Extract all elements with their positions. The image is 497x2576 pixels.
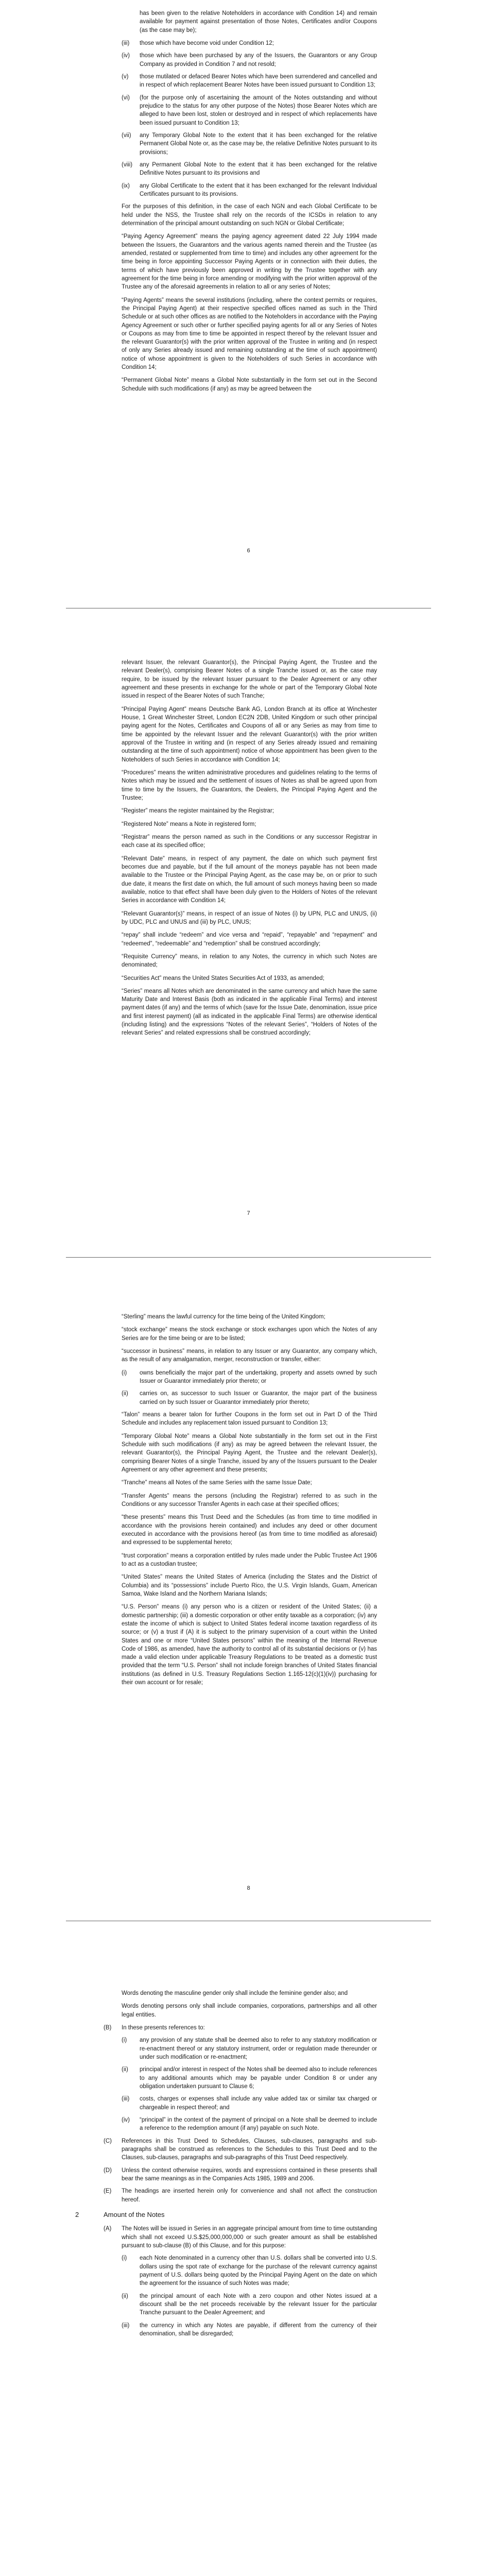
paragraph: “Paying Agency Agreement” means the paying agency agreement dated 22 July 1994 made between the Issuers, the Guarantors and the various agents named therein and the Trustee (as amended, restated or supplemented from time to time) and includes any other agreement for the time being in force appointing Successor Paying Agents or in connection with their duties, the terms of which have previously been approved in writing by the Trustee together with any agreement for the time being in force amending or modifying with the prior written approval of the Trustee any of the aforesaid agreements in relation to all or any series of Notes; <box>122 233 377 291</box>
paragraph: “Principal Paying Agent” means Deutsche Bank AG, London Branch at its office at Winchester House, 1 Great Winchester Street, London EC2N 2DB, United Kingdom or such other principal paying agent for the Notes, Certificates and Coupons of all or any Series as may from time to time be appointed by the relevant Issuer and the relevant Guarantor(s) with the prior written approval of the Trustee in writing and (in respect of any Series already issued and remaining outstanding at the time of such appointment) notice of whose appointment has been given to the Noteholders of such Series in accordance with Condition 14; <box>122 706 377 763</box>
page-8-content <box>122 1313 377 1691</box>
page-number: 7 <box>247 1210 250 1216</box>
item-label: (iv) <box>122 2116 130 2123</box>
paragraph: has been given to the relative Noteholders in accordance with Condition 14) and remain available for payment against presentation of those Notes, Certificates and/or Coupons (as the case may be); <box>140 10 377 33</box>
item-text: carries on, as successor to such Issuer or Guarantor, the major part of the business carried on by such Issuer or Guarantor immediately prior thereto; <box>140 1391 377 1405</box>
item-text: any Temporary Global Note to the extent that it has been exchanged for the relative Permanent Global Note or, as the case may be, the relative Definitive Notes pursuant to its provisions; <box>140 132 377 156</box>
item-label: (v) <box>122 73 129 80</box>
paragraph: “Permanent Global Note” means a Global Note substantially in the form set out in the Second Schedule with such modifications (if any) as may be agreed between the <box>122 377 377 392</box>
item-label: (A) <box>104 2226 112 2232</box>
paragraph: For the purposes of this definition, in the case of each NGN and each Global Certificate to be held under the NSS, the Trustee shall rely on the records of the ICSDs in relation to any determination of the principal amount outstanding on such NGN or Global Certificate; <box>122 204 377 227</box>
item-text: References in this Trust Deed to Schedules, Clauses, sub-clauses, paragraphs and sub-paragraphs shall be construed as references to the Schedules to this Trust Deed and to the Clauses, sub-clauses, paragraphs and sub-paragraphs of this Trust Deed respectively. <box>122 2138 377 2161</box>
item-label: (viii) <box>122 161 133 168</box>
item-text: “principal” in the context of the payment of principal on a Note shall be deemed to include a reference to the redemption amount (if any) payable on such Note. <box>140 2116 377 2132</box>
list-item <box>122 2254 377 2287</box>
item-text: those which have become void under Condition 12; <box>140 40 274 46</box>
paragraph: “Register” means the register maintained by the Registrar; <box>122 808 274 815</box>
section-title: Amount of the Notes <box>104 2210 165 2218</box>
paragraph: “stock exchange” means the stock exchange or stock exchanges upon which the Notes of any Series are for the time being or are to be listed; <box>122 1327 377 1342</box>
paragraph: “Registrar” means the person named as such in the Conditions or any successor Registrar in each case at its specified office; <box>122 834 377 849</box>
item-label: (iii) <box>122 40 130 46</box>
page-9-content <box>75 1989 377 2342</box>
item-label: (C) <box>104 2138 112 2144</box>
item-text: those mutilated or defaced Bearer Notes which have been surrendered and cancelled and in respect of which replacement Bearer Notes have been issued pursuant to Condition 13; <box>140 73 377 89</box>
item-text: the currency in which any Notes are payable, if different from the currency of their denomination, shall be disregarded; <box>140 2322 377 2337</box>
paragraph: “Relevant Date” means, in respect of any payment, the date on which such payment first becomes due and payable, but if the full amount of the moneys payable has not been made available to the Trustee or the Principal Paying Agent, as the case may be, on or prior to such due date, it means the first date on which, the full amount of such moneys having been so made available, notice to that effect shall have been duly given to the Holders of Notes of the relevant Series in accordance with Condition 14; <box>122 855 377 904</box>
page-6-content <box>122 9 377 398</box>
item-text: The headings are inserted herein only for convenience and shall not affect the construction hereof. <box>122 2188 377 2203</box>
list-item <box>122 2321 377 2338</box>
item-text: owns beneficially the major part of the undertaking, property and assets owned by such Issuer or Guarantor immediately prior thereto; or <box>140 1369 377 1384</box>
list-item <box>122 94 377 127</box>
item-text: any Permanent Global Note to the extent that it has been exchanged for the relative Definitive Notes pursuant to its provisions and <box>140 161 377 177</box>
list-item <box>122 2116 377 2133</box>
paragraph: “Tranche” means all Notes of the same Series with the same Issue Date; <box>122 1480 312 1486</box>
item-text: In these presents references to: <box>122 2024 205 2031</box>
paragraph: “Relevant Guarantor(s)” means, in respect of an issue of Notes (i) by UPN, PLC and UNUS, (ii) by UDC, PLC and UNUS and (iii) by PLC, UNUS; <box>122 910 377 925</box>
list-item <box>122 52 377 69</box>
paragraph: “Procedures” means the written administrative procedures and guidelines relating to the terms of Notes which may be issued and the settlement of issues of Notes as shall be agreed upon from time to time by the Issuers, the Guarantors, the Dealers, the Principal Paying Agent and the Trustee; <box>122 769 377 801</box>
paragraph: relevant Issuer, the relevant Guarantor(s), the Principal Paying Agent, the Trustee and the relevant Dealer(s), comprising Bearer Notes of a single Tranche issued or, as the case may require, to be issued by the relevant Issuer pursuant to the Dealer Agreement or any other agreement and these presents in exchange for the whole or part of the Temporary Global Note issued in respect of the Bearer Notes of such Tranche; <box>122 659 377 700</box>
page-number: 6 <box>247 548 250 554</box>
paragraph: “Sterling” means the lawful currency for the time being of the United Kingdom; <box>122 1314 325 1320</box>
list-item <box>122 131 377 157</box>
list-item <box>122 2036 377 2061</box>
page-number: 8 <box>247 1885 250 1891</box>
section-heading <box>75 2210 377 2219</box>
paragraph: “successor in business” means, in relation to any Issuer or any Guarantor, any company which, as the result of any amalgamation, merger, reconstruction or transfer, either: <box>122 1348 377 1363</box>
list-item <box>122 2065 377 2091</box>
paragraph: “Requisite Currency” means, in relation to any Notes, the currency in which such Notes are denominated; <box>122 953 377 969</box>
item-label: (vi) <box>122 94 130 101</box>
paragraph: “Series” means all Notes which are denominated in the same currency and which have the same Maturity Date and Interest Basis (both as indicated in the applicable Final Terms) and interest payment dates (if any) and the terms of which (save for the Issue Date, denomination, issue price and first interest payment) (all as indicated in the applicable Final Terms) are otherwise identical (including listing) and the expressions “Notes of the relevant Series”, “Holders of Notes of the relevant Series” and related expressions shall be construed accordingly; <box>122 988 377 1037</box>
item-label: (i) <box>122 1369 127 1376</box>
page-7-content <box>122 658 377 1042</box>
paragraph: “Temporary Global Note” means a Global Note substantially in the form set out in the First Schedule with such modifications (if any) as may be agreed between the relevant Issuer, the relevant Guarantor(s), the Principal Paying Agent, the Trustee and the relevant Dealer(s), comprising Bearer Notes of a single Tranche, issued by any of the Issuers pursuant to the Dealer Agreement or any other agreement and these presents; <box>122 1433 377 1473</box>
list-item <box>104 2137 377 2162</box>
item-text: Unless the context otherwise requires, words and expressions contained in these presents shall bear the same meanings as in the Companies Acts 1985, 1989 and 2006. <box>122 2167 377 2182</box>
paragraph: Words denoting persons only shall include companies, corporations, partnerships and all other legal entities. <box>122 2003 377 2018</box>
item-label: (iii) <box>122 2322 130 2329</box>
paragraph: “Registered Note” means a Note in registered form; <box>122 821 256 827</box>
clause-b <box>104 2024 377 2032</box>
list-item <box>122 161 377 178</box>
page-divider <box>66 1257 431 1258</box>
paragraph: “these presents” means this Trust Deed and the Schedules (as from time to time modified in accordance with the provisions herein contained) and includes any deed or other document executed in accordance with the provisions hereof (as from time to time modified as aforesaid) and expressed to be supplemental hereto; <box>122 1514 377 1546</box>
item-label: (i) <box>122 2037 127 2044</box>
paragraph: “repay” shall include “redeem” and vice versa and “repaid”, “repayable” and “repayment” and “redeemed”, “redeemable” and “redemption” shall be construed accordingly; <box>122 932 377 947</box>
paragraph: “U.S. Person” means (i) any person who is a citizen or resident of the United States; (ii) a domestic partnership; (iii) a domestic corporation or other entity taxable as a corporation; (iv) any estate the income of which is subject to United States federal income taxation regardless of its source; or (v) a trust if (A) it is subject to the primary supervision of a court within the United States and one or more “United States persons” within the meaning of the Internal Revenue Code of 1986, as amended, have the authority to control all of its substantial decisions or (v) has made a valid election under applicable Treasury Regulations to be treated as a domestic trust provided that the term “U.S. Person” shall not include foreign branches of United States financial institutions (as defined in U.S. Treasury Regulations Section 1.165-12(c)(1)(iv)) purchasing for their own account or for resale; <box>122 1604 377 1686</box>
item-label: (iv) <box>122 53 130 59</box>
list-item <box>122 73 377 90</box>
list-item <box>122 1369 377 1386</box>
item-label: (iii) <box>122 2096 130 2103</box>
clause-a <box>104 2225 377 2250</box>
item-label: (ii) <box>122 1391 128 1397</box>
item-text: The Notes will be issued in Series in an aggregate principal amount from time to time outstanding which shall not exceed U.S.$25,000,000,000 or such greater amount as shall be established pursuant to sub-clause (B) of this Clause, and for this purpose: <box>122 2226 377 2249</box>
list-item <box>122 182 377 199</box>
list-item <box>122 2095 377 2112</box>
item-label: (E) <box>104 2188 112 2195</box>
item-label: (D) <box>104 2167 112 2174</box>
item-text: each Note denominated in a currency other than U.S. dollars shall be converted into U.S. dollars using the spot rate of exchange for the purchase of the relevant currency against payment of U.S. dollars being quoted by the Principal Paying Agent on the date on which the agreement for the issuance of such Notes was made; <box>140 2255 377 2287</box>
paragraph: “United States” means the United States of America (including the States and the District of Columbia) and its “possessions” include Puerto Rico, the U.S. Virgin Islands, Guam, American Samoa, Wake Island and the Northern Mariana Islands; <box>122 1574 377 1597</box>
item-text: costs, charges or expenses shall include any value added tax or similar tax charged or chargeable in respect thereof; and <box>140 2096 377 2111</box>
item-text: any Global Certificate to the extent that it has been exchanged for the relevant Individual Certificates pursuant to its provisions. <box>140 182 377 197</box>
item-label: (ii) <box>122 2293 128 2299</box>
item-text: any provision of any statute shall be deemed also to refer to any statutory modification or re-enactment thereof or any statutory instrument, order or regulation made thereunder or under such modification or re-enactment; <box>140 2037 377 2060</box>
item-label: (i) <box>122 2255 127 2262</box>
paragraph: “Transfer Agents” means the persons (including the Registrar) referred to as such in the Conditions or any successor Transfer Agents in each case at their specified offices; <box>122 1493 377 1507</box>
item-label: (ix) <box>122 182 130 189</box>
item-text: (for the purpose only of ascertaining the amount of the Notes outstanding and without prejudice to the status for any other purpose of the Notes) those Bearer Notes which are alleged to have been lost, stolen or destroyed and in respect of which replacements have been issued pursuant to Condition 13; <box>140 94 377 126</box>
item-label: (vii) <box>122 132 131 139</box>
section-number: 2 <box>75 2210 79 2218</box>
item-label: (B) <box>104 2024 112 2031</box>
list-item <box>122 2292 377 2317</box>
list-item <box>122 39 377 47</box>
paragraph: “Talon” means a bearer talon for further Coupons in the form set out in Part D of the Third Schedule and includes any replacement talon issued pursuant to Condition 13; <box>122 1411 377 1427</box>
paragraph: Words denoting the masculine gender only shall include the feminine gender also; and <box>122 1990 348 1996</box>
paragraph: “Paying Agents” means the several institutions (including, where the context permits or requires, the Principal Paying Agent) at their respective specified offices named as such in the Third Schedule or at such other offices as are notified to the Noteholders in accordance with the Paying Agency Agreement or such other or further specified paying agents for all or any Series of Notes or Coupons as may from time to time be appointed in respect thereof by the relevant Issuer and the relevant Guarantor(s) with the prior written approval of the Trustee in writing and (in respect of only any Series already issued and remaining outstanding at the time of such appointment) notice of whose appointment is given to the Noteholders of such Series in accordance with Condition 14; <box>122 297 377 371</box>
list-item <box>104 2187 377 2204</box>
list-item <box>122 1389 377 1406</box>
item-text: principal and/or interest in respect of the Notes shall be deemed also to include references to any additional amounts which may be payable under Condition 8 or under any obligation undertaken pursuant to Clause 6; <box>140 2066 377 2090</box>
item-text: the principal amount of each Note with a zero coupon and other Notes issued at a discount shall be the net proceeds receivable by the relevant Issuer for the particular Tranche pursuant to the Dealer Agreement; and <box>140 2293 377 2316</box>
item-text: those which have been purchased by any of the Issuers, the Guarantors or any Group Company as provided in Condition 7 and not resold; <box>140 53 377 67</box>
list-item <box>104 2166 377 2183</box>
paragraph: “Securities Act” means the United States Securities Act of 1933, as amended; <box>122 975 324 981</box>
item-label: (ii) <box>122 2066 128 2073</box>
paragraph: “trust corporation” means a corporation entitled by rules made under the Public Trustee Act 1906 to act as a custodian trustee; <box>122 1552 377 1567</box>
